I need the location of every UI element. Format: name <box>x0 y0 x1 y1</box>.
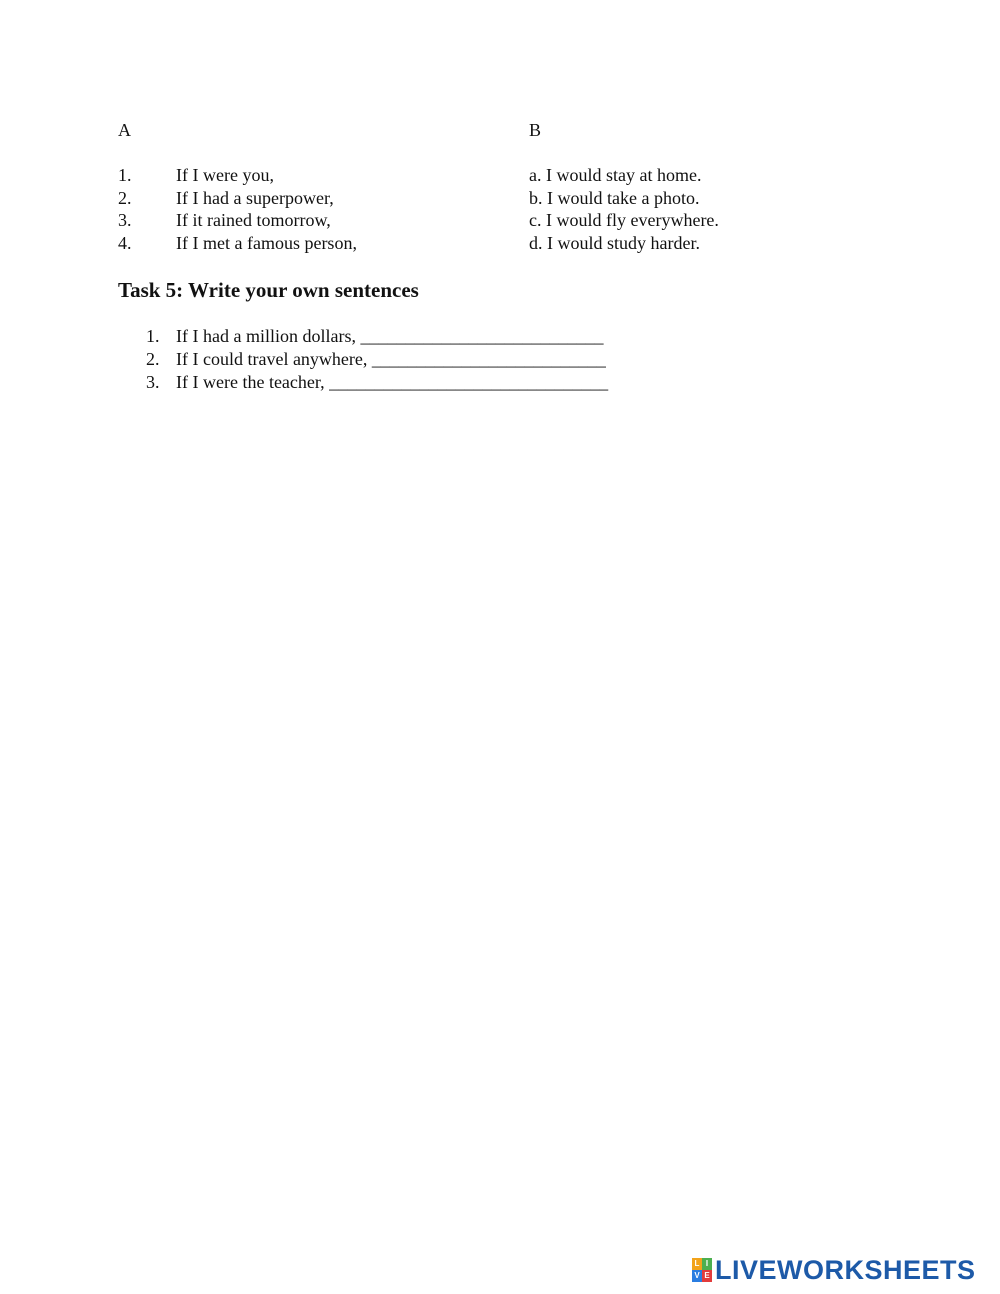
task5-number: 2. <box>146 349 160 369</box>
column-a-item: If I met a famous person, <box>176 233 357 253</box>
column-a-number: 3. <box>118 210 132 230</box>
column-b-header: B <box>529 120 542 140</box>
task5-sentence: If I had a million dollars, ___________________________ <box>176 326 604 346</box>
column-b-item: a. I would stay at home. <box>529 165 702 185</box>
logo-tile: I <box>702 1258 712 1270</box>
column-a-item: If I were you, <box>176 165 274 185</box>
column-a-number: 2. <box>118 188 132 208</box>
brand-name: LIVEWORKSHEETS <box>715 1254 976 1285</box>
column-a-item: If it rained tomorrow, <box>176 210 331 230</box>
task5-number: 1. <box>146 326 160 346</box>
column-b-item: b. I would take a photo. <box>529 188 700 208</box>
logo-tile: L <box>692 1258 702 1270</box>
column-b-item: c. I would fly everywhere. <box>529 210 719 230</box>
task5-sentence: If I could travel anywhere, __________________________ <box>176 349 606 369</box>
logo-tile: V <box>692 1270 702 1282</box>
logo-tile: E <box>702 1270 712 1282</box>
liveworksheets-logo <box>692 1254 976 1286</box>
column-a-number: 1. <box>118 165 132 185</box>
column-a-header: A <box>118 120 131 140</box>
task5-number: 3. <box>146 372 160 392</box>
task5-sentence: If I were the teacher, _______________________________ <box>176 372 609 392</box>
column-a-item: If I had a superpower, <box>176 188 334 208</box>
task5-heading: Task 5: Write your own sentences <box>118 278 419 302</box>
logo-tiles-icon <box>692 1258 712 1282</box>
column-b-item: d. I would study harder. <box>529 233 700 253</box>
column-a-number: 4. <box>118 233 132 253</box>
